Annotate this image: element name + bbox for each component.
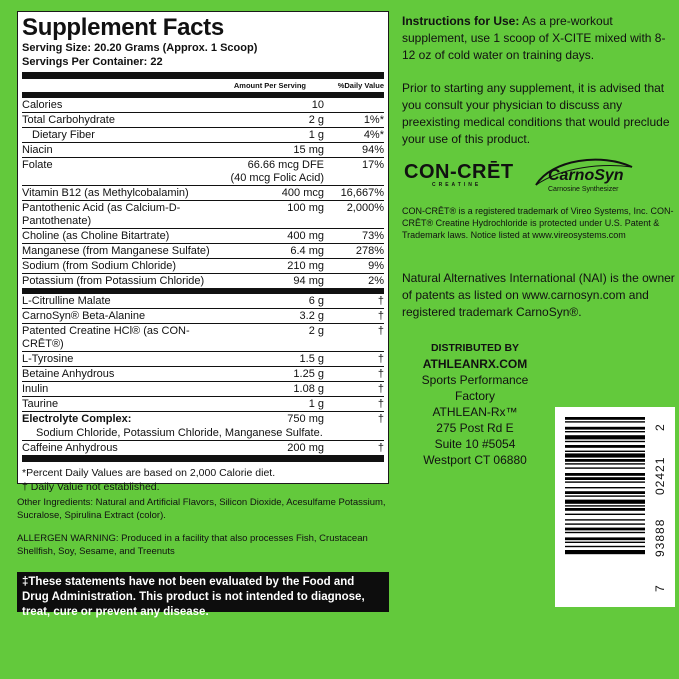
row-dv: 4%* (363, 129, 384, 141)
upc-barcode (555, 407, 675, 607)
row-dv: † (377, 310, 384, 322)
dist-line: ATHLEANRX.COM (422, 357, 528, 371)
footnote-dv: *Percent Daily Values are based on 2,000 Calorie diet. (22, 467, 276, 479)
barcode-bar (565, 500, 645, 504)
row-dv: † (377, 398, 384, 410)
concret-logo-sub: CREATINE (432, 182, 482, 188)
row-amount: 1.25 g (293, 368, 324, 380)
barcode-bar (565, 514, 645, 515)
row-name: Niacin (22, 144, 53, 156)
row-amount: 10 (311, 99, 324, 111)
header-dv: %Daily Value (337, 81, 384, 90)
row-dv: † (377, 413, 384, 425)
row-name: L-Citrulline Malate (22, 295, 111, 307)
row-dv: 16,667% (340, 187, 384, 199)
facts-title: Supplement Facts (22, 14, 224, 41)
row-dv: 73% (361, 230, 384, 242)
row-name: Choline (as Choline Bitartrate) (22, 230, 170, 242)
row-name: Inulin (22, 383, 49, 395)
nutrient-rows (22, 98, 384, 289)
footnote-dagger: † Daily Value not established. (22, 481, 160, 493)
table-row (22, 229, 384, 244)
dist-line: ATHLEAN-Rx™ (432, 405, 518, 419)
table-row (22, 441, 384, 455)
barcode-bar (565, 417, 645, 420)
row-dv: † (377, 295, 384, 307)
row-dv: † (377, 368, 384, 380)
row-dv: 9% (368, 260, 384, 272)
row-amount: 1 g (308, 129, 324, 141)
row-amount: 2 g (308, 114, 324, 126)
table-row (22, 309, 384, 324)
barcode-bar (565, 487, 645, 488)
row-name: Manganese (from Manganese Sulfate) (22, 245, 210, 257)
row-name: Patented Creatine HCl® (as CON-CRĒT®) (22, 325, 190, 350)
barcode-bar (565, 546, 645, 547)
row-name: Betaine Anhydrous (22, 368, 115, 380)
barcode-bar (565, 491, 645, 494)
distributor-block (410, 340, 540, 468)
barcode-bar (565, 508, 645, 511)
table-row (22, 98, 384, 113)
row-name: Caffeine Anhydrous (22, 442, 118, 454)
row-name: L-Tyrosine (22, 353, 74, 365)
row-dv: 278% (355, 245, 384, 257)
barcode-bar (565, 532, 645, 533)
carnosyn-logo-text: CarnoSyn (548, 167, 624, 184)
row-dv: † (377, 325, 384, 337)
row-dv: 17% (361, 159, 384, 171)
row-name: Potassium (from Potassium Chloride) (22, 275, 205, 287)
row-name: Total Carbohydrate (22, 114, 115, 126)
table-row (22, 426, 384, 441)
barcode-right-digit: 2 (653, 424, 667, 431)
allergen-warning: ALLERGEN WARNING: Produced in a facility that also processes Fish, Crustacean Shellfish, Soy, Sesame, and Treenuts (17, 533, 368, 557)
barcode-bar (565, 451, 645, 452)
table-row (22, 128, 384, 143)
row-amount: 2 g (308, 325, 324, 337)
servings-per-container: Servings Per Container: 22 (22, 56, 163, 68)
fda-disclaimer: ‡These statements have not been evaluated by the Food and Drug Administration. This product is not intended to diagnose, treat, cure or prevent any disease. (17, 572, 389, 612)
dist-line: Westport CT 06880 (423, 453, 527, 467)
table-row (22, 367, 384, 382)
table-row (22, 294, 384, 309)
trademark-notice: CON-CRĒT® is a registered trademark of Vireo Systems, Inc. CON-CRĒT® Creatine Hydrochloride is protected under U.S. Patent & Trademark laws. Notice listed at www.vireosystems.com (402, 206, 674, 240)
table-row (22, 143, 384, 158)
ingredient-rows (22, 294, 384, 412)
row-amount: 200 mg (287, 442, 324, 454)
instructions-label: Instructions for Use: (402, 14, 520, 28)
instructions-text: As a pre-workout supplement, use 1 scoop of X-CITE mixed with 8-12 oz of cold water on training days. (402, 14, 666, 62)
table-row (22, 113, 384, 128)
row-name: Dietary Fiber (32, 129, 95, 141)
row-dv: 1%* (363, 114, 384, 126)
barcode-bar (565, 537, 645, 540)
table-row (22, 412, 384, 426)
carnosyn-logo (532, 155, 667, 197)
row-dv: † (377, 442, 384, 454)
header-amount: Amount Per Serving (233, 81, 306, 90)
barcode-bar (565, 528, 645, 531)
row-amount: 1.5 g (299, 353, 324, 365)
concret-logo: CON-CRĒT (404, 161, 514, 183)
row-name: Folate (22, 159, 53, 171)
supplement-facts-panel (17, 11, 389, 493)
row-amount: 1 g (308, 398, 324, 410)
thick-divider (22, 72, 384, 79)
row-amount: 15 mg (293, 144, 324, 156)
row-name: Sodium (from Sodium Chloride) (22, 260, 177, 272)
barcode-bar (565, 459, 645, 462)
dist-line: 275 Post Rd E (436, 421, 514, 435)
barcode-bar (565, 441, 645, 442)
electrolyte-sub: Sodium Chloride, Potassium Chloride, Manganese Sulfate. (36, 427, 323, 439)
row-amount (214, 159, 332, 185)
instructions (402, 13, 677, 64)
barcode-group1: 93888 (653, 518, 667, 557)
serving-size: Serving Size: 20.20 Grams (Approx. 1 Scoop) (22, 42, 258, 54)
table-row (22, 244, 384, 259)
barcode-bar (565, 453, 645, 457)
barcode-bar (565, 463, 645, 464)
barcode-bar (565, 523, 645, 524)
barcode-bar (565, 473, 645, 476)
dist-line: Sports Performance Factory (421, 373, 529, 403)
row-amount: 1.08 g (293, 383, 324, 395)
table-row (22, 201, 384, 229)
barcode-left-digit: 7 (653, 585, 667, 592)
row-dv: † (377, 383, 384, 395)
row-name: Pantothenic Acid (as Calcium-D-Pantothenate) (22, 202, 181, 227)
physician-advice: Prior to starting any supplement, it is advised that you consult your physician to discuss any preexisting medical conditions that would preclude your use of this product. (402, 81, 670, 146)
barcode-bar (565, 519, 645, 520)
row-amount: 3.2 g (299, 310, 324, 322)
table-row (22, 274, 384, 289)
dist-line: Suite 10 #5054 (434, 437, 516, 451)
dist-line: DISTRIBUTED BY (430, 342, 520, 354)
row-name: Vitamin B12 (as Methylcobalamin) (22, 187, 189, 199)
row-name: CarnoSyn® Beta-Alanine (22, 310, 146, 322)
barcode-bar (565, 445, 645, 448)
barcode-bar (565, 435, 645, 439)
row-name: Electrolyte Complex: (22, 413, 132, 425)
row-dv: 94% (361, 144, 384, 156)
row-amount: 400 mcg (281, 187, 324, 199)
barcode-bar (565, 495, 645, 496)
barcode-bar (565, 467, 645, 468)
row-amount: 210 mg (287, 260, 324, 272)
barcode-bar (565, 542, 645, 543)
row-amount: 400 mg (287, 230, 324, 242)
other-ingredients: Other Ingredients: Natural and Artificial Flavors, Silicon Dioxide, Acesulfame Potassium, Sucralose, Spirulina Extract (color). (17, 497, 386, 521)
row-amount-line: 66.66 mcg DFE (247, 159, 324, 171)
barcode-bar (565, 431, 645, 432)
row-dv: 2% (368, 275, 384, 287)
carnosyn-logo-sub: Carnosine Synthesizer (548, 186, 619, 193)
row-amount-line: (40 mcg Folic Acid) (230, 172, 324, 184)
table-row (22, 158, 384, 186)
barcode-bar (565, 505, 645, 506)
brand-logos (404, 155, 674, 197)
table-row (22, 186, 384, 201)
row-amount: 94 mg (293, 275, 324, 287)
barcode-bar (565, 550, 645, 554)
nai-notice: Natural Alternatives International (NAI) is the owner of patents as listed on www.carnosyn.com and registered trademark CarnoSyn®. (402, 271, 675, 319)
row-amount: 100 mg (287, 202, 324, 214)
table-row (22, 352, 384, 367)
facts-header (22, 79, 384, 93)
barcode-bar (565, 421, 645, 422)
thick-divider (22, 455, 384, 462)
barcode-bar (565, 427, 645, 430)
barcode-bar (565, 477, 645, 480)
row-dv: † (377, 353, 384, 365)
table-row (22, 382, 384, 397)
barcode-group2: 02421 (653, 456, 667, 495)
row-dv: 2,000% (346, 202, 384, 214)
table-row (22, 259, 384, 274)
table-row (22, 324, 384, 352)
barcode-bar (565, 481, 645, 482)
row-amount: 750 mg (287, 413, 324, 425)
table-row (22, 397, 384, 412)
row-name: Taurine (22, 398, 59, 410)
row-amount: 6 g (308, 295, 324, 307)
row-amount: 6.4 mg (290, 245, 324, 257)
row-name: Calories (22, 99, 63, 111)
